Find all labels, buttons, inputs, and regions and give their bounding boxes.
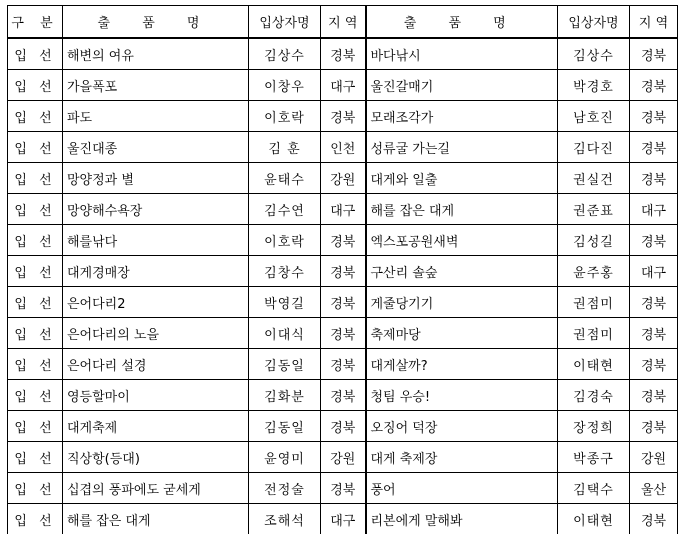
- category-cell: 입 선: [8, 256, 63, 287]
- winner-cell-right: 권점미: [558, 287, 630, 318]
- title-cell-left: 가을폭포: [63, 70, 249, 101]
- category-cell: 입 선: [8, 225, 63, 256]
- header-winner-right: 입상자명: [558, 6, 630, 39]
- winner-cell-left: 윤영미: [249, 442, 321, 473]
- winner-cell-left: 이대식: [249, 318, 321, 349]
- title-cell-left: 대게경매장: [63, 256, 249, 287]
- header-region-left: 지 역: [321, 6, 366, 39]
- region-cell-left: 대구: [321, 70, 366, 101]
- region-cell-left: 경북: [321, 473, 366, 504]
- title-cell-left: 영등할마이: [63, 380, 249, 411]
- title-cell-right: 해를 잡은 대게: [366, 194, 558, 225]
- table-row: [8, 349, 678, 380]
- category-cell: 입 선: [8, 442, 63, 473]
- title-cell-left: 은어다리의 노을: [63, 318, 249, 349]
- award-rows: [8, 38, 678, 534]
- title-cell-left: 은어다리 설경: [63, 349, 249, 380]
- region-cell-left: 경북: [321, 101, 366, 132]
- title-cell-right: 울진갈매기: [366, 70, 558, 101]
- title-cell-right: 성류굴 가는길: [366, 132, 558, 163]
- category-cell: 입 선: [8, 38, 63, 70]
- award-list: [7, 5, 677, 487]
- category-cell: 입 선: [8, 194, 63, 225]
- region-cell-left: 경북: [321, 225, 366, 256]
- region-cell-right: 경북: [630, 411, 678, 442]
- header-title-left: 출 품 명: [63, 6, 249, 39]
- title-cell-left: 직상항(등대): [63, 442, 249, 473]
- winner-cell-left: 조해석: [249, 504, 321, 534]
- region-cell-right: 대구: [630, 194, 678, 225]
- winner-cell-right: 윤주홍: [558, 256, 630, 287]
- region-cell-left: 경북: [321, 349, 366, 380]
- category-cell: 입 선: [8, 287, 63, 318]
- winner-cell-right: 김다진: [558, 132, 630, 163]
- category-cell: 입 선: [8, 70, 63, 101]
- title-cell-right: 청팀 우승!: [366, 380, 558, 411]
- winner-cell-right: 남호진: [558, 101, 630, 132]
- winner-cell-left: 김화분: [249, 380, 321, 411]
- table-row: [8, 132, 678, 163]
- title-cell-right: 풍어: [366, 473, 558, 504]
- winner-cell-right: 박경호: [558, 70, 630, 101]
- region-cell-left: 경북: [321, 411, 366, 442]
- title-cell-left: 울진대종: [63, 132, 249, 163]
- title-cell-left: 대게축제: [63, 411, 249, 442]
- title-cell-right: 엑스포공원새벽: [366, 225, 558, 256]
- region-cell-left: 경북: [321, 380, 366, 411]
- title-cell-left: 은어다리2: [63, 287, 249, 318]
- winner-cell-left: 윤태수: [249, 163, 321, 194]
- winner-cell-left: 김수연: [249, 194, 321, 225]
- category-cell: 입 선: [8, 132, 63, 163]
- region-cell-left: 경북: [321, 318, 366, 349]
- title-cell-right: 구산리 솔숲: [366, 256, 558, 287]
- table-row: [8, 473, 678, 504]
- table-row: [8, 380, 678, 411]
- winner-cell-left: 이창우: [249, 70, 321, 101]
- winner-cell-right: 김상수: [558, 38, 630, 70]
- table-row: [8, 318, 678, 349]
- region-cell-right: 경북: [630, 225, 678, 256]
- region-cell-left: 경북: [321, 287, 366, 318]
- category-cell: 입 선: [8, 349, 63, 380]
- title-cell-right: 대게살까?: [366, 349, 558, 380]
- region-cell-right: 경북: [630, 70, 678, 101]
- table-row: [8, 411, 678, 442]
- region-cell-right: 경북: [630, 380, 678, 411]
- region-cell-right: 경북: [630, 38, 678, 70]
- region-cell-left: 대구: [321, 504, 366, 534]
- table-row: [8, 442, 678, 473]
- header-row: [8, 6, 678, 39]
- table-row: [8, 504, 678, 534]
- title-cell-left: 십겹의 풍파에도 굳세게: [63, 473, 249, 504]
- title-cell-left: 망양정과 별: [63, 163, 249, 194]
- category-cell: 입 선: [8, 380, 63, 411]
- winner-cell-left: 이호락: [249, 101, 321, 132]
- winner-cell-left: 김 훈: [249, 132, 321, 163]
- region-cell-left: 대구: [321, 194, 366, 225]
- region-cell-left: 강원: [321, 442, 366, 473]
- region-cell-right: 강원: [630, 442, 678, 473]
- region-cell-left: 인천: [321, 132, 366, 163]
- region-cell-right: 경북: [630, 318, 678, 349]
- winner-cell-left: 김창수: [249, 256, 321, 287]
- category-cell: 입 선: [8, 163, 63, 194]
- table-row: [8, 225, 678, 256]
- winner-cell-left: 전정술: [249, 473, 321, 504]
- category-cell: 입 선: [8, 411, 63, 442]
- title-cell-right: 리본에게 말해봐: [366, 504, 558, 534]
- winner-cell-right: 이태현: [558, 349, 630, 380]
- winner-cell-left: 박영길: [249, 287, 321, 318]
- header-title-right: 출 품 명: [366, 6, 558, 39]
- winner-cell-right: 권준표: [558, 194, 630, 225]
- award-table: [7, 5, 678, 534]
- title-cell-left: 해를낚다: [63, 225, 249, 256]
- table-row: [8, 70, 678, 101]
- region-cell-right: 경북: [630, 287, 678, 318]
- region-cell-right: 대구: [630, 256, 678, 287]
- title-cell-left: 망양해수욕장: [63, 194, 249, 225]
- title-cell-right: 바다낚시: [366, 38, 558, 70]
- region-cell-left: 경북: [321, 38, 366, 70]
- winner-cell-right: 권점미: [558, 318, 630, 349]
- title-cell-right: 대게 축제장: [366, 442, 558, 473]
- header-winner-left: 입상자명: [249, 6, 321, 39]
- winner-cell-right: 박종구: [558, 442, 630, 473]
- title-cell-right: 모래조각가: [366, 101, 558, 132]
- winner-cell-left: 김상수: [249, 38, 321, 70]
- title-cell-right: 축제마당: [366, 318, 558, 349]
- region-cell-right: 경북: [630, 504, 678, 534]
- table-row: [8, 38, 678, 70]
- category-cell: 입 선: [8, 473, 63, 504]
- table-row: [8, 101, 678, 132]
- category-cell: 입 선: [8, 504, 63, 534]
- header-region-right: 지 역: [630, 6, 678, 39]
- region-cell-left: 경북: [321, 256, 366, 287]
- title-cell-right: 대게와 일출: [366, 163, 558, 194]
- winner-cell-right: 장정희: [558, 411, 630, 442]
- region-cell-right: 울산: [630, 473, 678, 504]
- winner-cell-right: 김경숙: [558, 380, 630, 411]
- category-cell: 입 선: [8, 101, 63, 132]
- table-row: [8, 256, 678, 287]
- table-row: [8, 287, 678, 318]
- winner-cell-left: 김동일: [249, 411, 321, 442]
- winner-cell-left: 김동일: [249, 349, 321, 380]
- region-cell-right: 경북: [630, 349, 678, 380]
- winner-cell-right: 권실건: [558, 163, 630, 194]
- title-cell-left: 해를 잡은 대게: [63, 504, 249, 534]
- category-cell: 입 선: [8, 318, 63, 349]
- title-cell-right: 오징어 덕장: [366, 411, 558, 442]
- region-cell-right: 경북: [630, 163, 678, 194]
- winner-cell-right: 이태현: [558, 504, 630, 534]
- table-row: [8, 163, 678, 194]
- region-cell-left: 강원: [321, 163, 366, 194]
- header-category: 구 분: [8, 6, 63, 39]
- winner-cell-right: 김택수: [558, 473, 630, 504]
- region-cell-right: 경북: [630, 132, 678, 163]
- winner-cell-left: 이호락: [249, 225, 321, 256]
- table-row: [8, 194, 678, 225]
- winner-cell-right: 김성길: [558, 225, 630, 256]
- title-cell-left: 파도: [63, 101, 249, 132]
- title-cell-right: 게줄당기기: [366, 287, 558, 318]
- title-cell-left: 해변의 여유: [63, 38, 249, 70]
- region-cell-right: 경북: [630, 101, 678, 132]
